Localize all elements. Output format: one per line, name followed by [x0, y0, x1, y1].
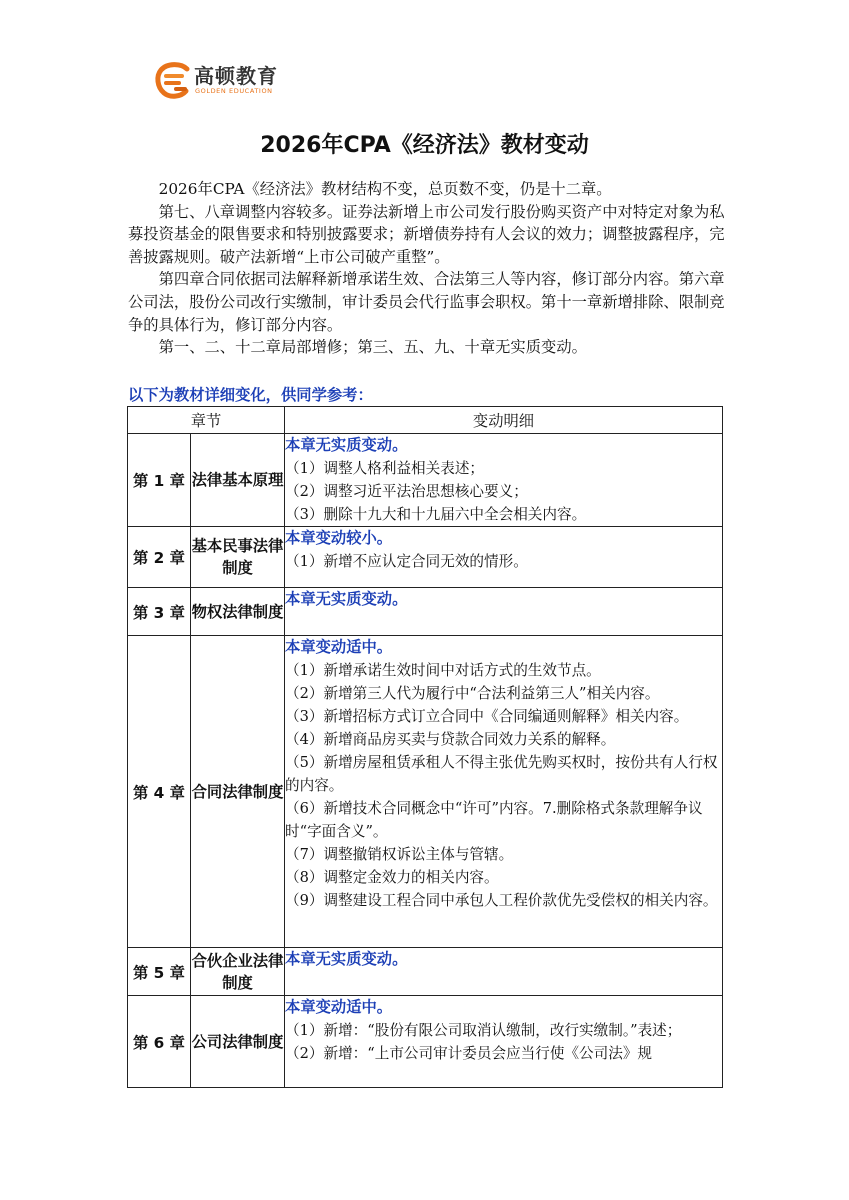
chapter-name: 物权法律制度: [191, 588, 285, 636]
company-logo: [154, 58, 284, 102]
chapter-name: 公司法律制度: [191, 996, 285, 1088]
table-body: [128, 434, 723, 1088]
table-header-row: [128, 407, 723, 434]
logo-name-cn: 高顿教育: [194, 64, 278, 88]
table-intro-heading: 以下为教材详细变化，供同学参考：: [128, 386, 373, 404]
change-item: （3）删除十九大和十九届六中全会相关内容。: [285, 506, 587, 523]
change-item: （1）调整人格利益相关表述；: [285, 460, 485, 477]
document-title: 2026年CPA《经济法》教材变动: [260, 133, 589, 158]
logo-name-en: GOLDEN EDUCATION: [195, 87, 273, 95]
change-item: （8）调整定金效力的相关内容。: [285, 869, 499, 886]
chapter-name: 基本民事法律制度: [191, 527, 285, 588]
chapter-number: 第 1 章: [128, 434, 191, 527]
table-row: [128, 948, 723, 996]
chapter-changes: [285, 434, 723, 527]
chapter-name: 合同法律制度: [191, 636, 285, 948]
change-item: （1）新增：“股份有限公司取消认缴制，改行实缴制。”表述；: [285, 1022, 682, 1039]
change-item: （1）新增不应认定合同无效的情形。: [285, 553, 528, 570]
change-item: （2）新增第三人代为履行中“合法利益第三人”相关内容。: [285, 685, 660, 702]
intro-section: [128, 178, 726, 359]
change-item: （1）新增承诺生效时间中对话方式的生效节点。: [285, 662, 601, 679]
chapter-changes: [285, 527, 723, 588]
column-header-details: 变动明细: [285, 407, 723, 434]
chapter-changes: [285, 588, 723, 636]
change-item: （4）新增商品房买卖与贷款合同效力关系的解释。: [285, 731, 616, 748]
change-item: （3）新增招标方式订立合同中《合同编通则解释》相关内容。: [285, 708, 689, 725]
change-item: （7）调整撤销权诉讼主体与管辖。: [285, 846, 514, 863]
change-item: （6）新增技术合同概念中“许可”内容。7.删除格式条款理解争议时“字面含义”。: [285, 800, 703, 840]
chapter-changes: [285, 996, 723, 1088]
intro-paragraph: 第七、八章调整内容较多。证券法新增上市公司发行股份购买资产中对特定对象为私募投资基金的限售要求和特别披露要求；新增债券持有人会议的效力；调整披露程序，完善披露规则。破产法新增“上市公司破产重整”。: [128, 202, 725, 266]
chapter-name: 法律基本原理: [191, 434, 285, 527]
change-summary: 本章变动较小。: [285, 529, 393, 547]
change-item: （9）调整建设工程合同中承包人工程价款优先受偿权的相关内容。: [285, 892, 718, 909]
intro-paragraph: 第一、二、十二章局部增修；第三、五、九、十章无实质变动。: [158, 338, 587, 357]
chapter-number: 第 5 章: [128, 948, 191, 996]
change-summary: 本章变动适中。: [285, 998, 393, 1016]
change-item: （2）调整习近平法治思想核心要义；: [285, 483, 528, 500]
changes-table: [127, 406, 723, 1088]
chapter-number: 第 3 章: [128, 588, 191, 636]
chapter-changes: [285, 948, 723, 996]
chapter-changes: [285, 636, 723, 948]
change-item: （5）新增房屋租赁承租人不得主张优先购买权时，按份共有人行权的内容。: [285, 754, 718, 794]
change-summary: 本章无实质变动。: [285, 436, 408, 454]
chapter-name: 合伙企业法律制度: [191, 948, 285, 996]
change-summary: 本章无实质变动。: [285, 590, 408, 608]
change-item: （2）新增：“上市公司审计委员会应当行使《公司法》规: [285, 1045, 653, 1062]
column-header-chapter: 章节: [128, 407, 285, 434]
table-row: [128, 996, 723, 1088]
table-row: [128, 434, 723, 527]
intro-paragraph: 2026年CPA《经济法》教材结构不变，总页数不变，仍是十二章。: [158, 180, 612, 198]
table-row: [128, 636, 723, 948]
change-summary: 本章无实质变动。: [285, 950, 408, 968]
chapter-number: 第 2 章: [128, 527, 191, 588]
change-summary: 本章变动适中。: [285, 638, 393, 656]
golden-education-logo-icon: [154, 60, 194, 100]
chapter-number: 第 4 章: [128, 636, 191, 948]
table-row: [128, 527, 723, 588]
intro-paragraph: 第四章合同依据司法解释新增承诺生效、合法第三人等内容，修订部分内容。第六章公司法，股份公司改行实缴制，审计委员会代行监事会职权。第十一章新增排除、限制竞争的具体行为，修订部分内容。: [128, 270, 725, 334]
table-row: [128, 588, 723, 636]
chapter-number: 第 6 章: [128, 996, 191, 1088]
